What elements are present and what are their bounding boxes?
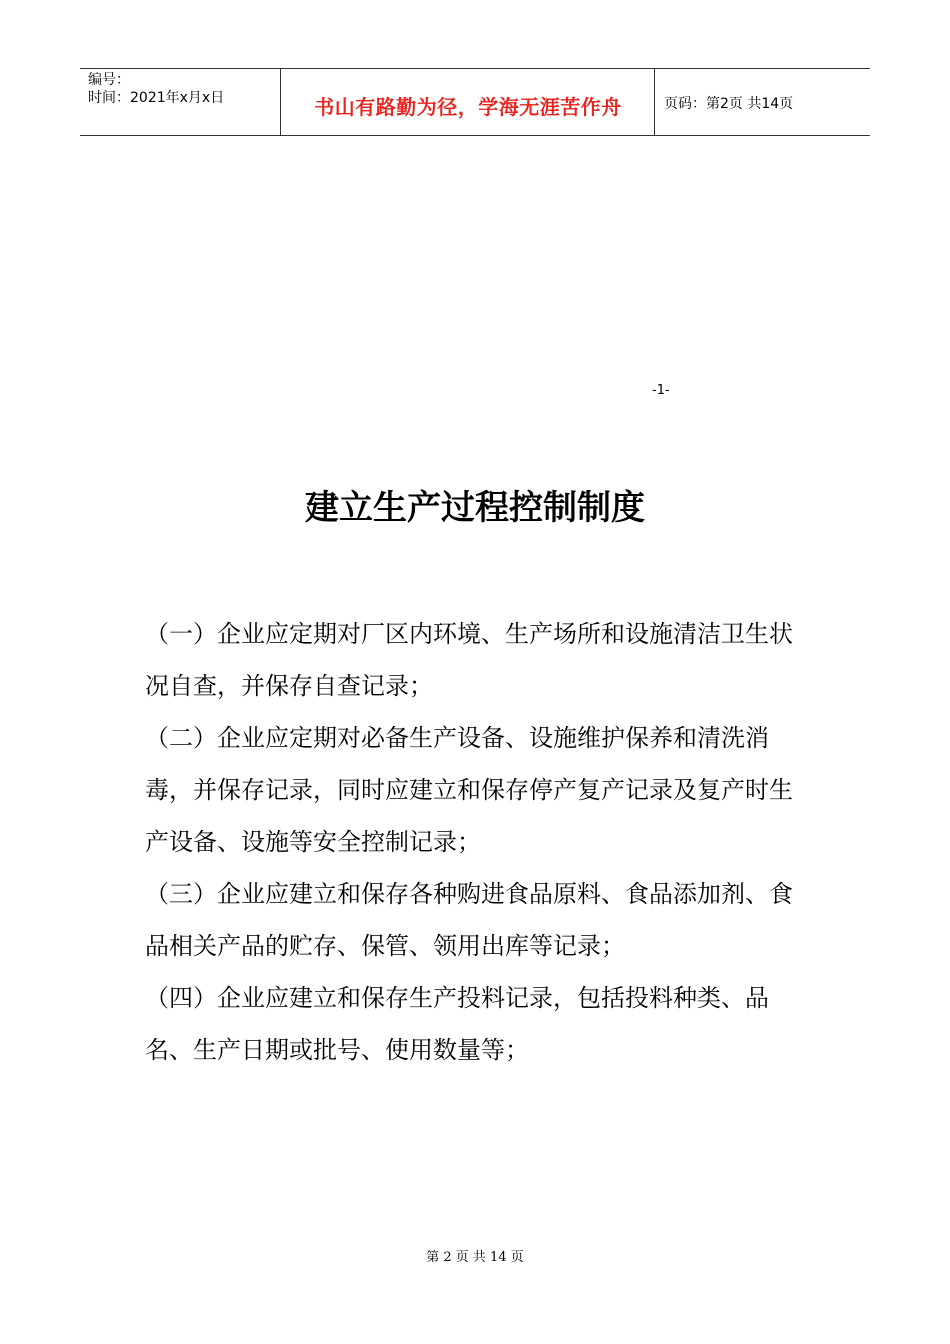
header-motto: 书山有路勤为径，学海无涯苦作舟 (314, 95, 622, 119)
document-title: 建立生产过程控制制度 (305, 488, 645, 528)
paragraph-4: （四）企业应建立和保存生产投料记录，包括投料种类、品名、生产日期或批号、使用数量等； (145, 984, 769, 1064)
paragraph-3: （三）企业应建立和保存各种购进食品原料、食品添加剂、食品相关产品的贮存、保管、领用出库等记录； (145, 880, 793, 960)
paragraph-2: （二）企业应定期对必备生产设备、设施维护保养和清洗消毒，并保存记录，同时应建立和保存停产复产记录及复产时生产设备、设施等安全控制记录； (145, 724, 793, 856)
header-date: 时间：2021年x月x日 (88, 90, 225, 106)
header-divider-left (280, 69, 281, 136)
page-marker: -1- (652, 383, 670, 398)
header-code-label: 编号： (88, 72, 130, 88)
header-meta (88, 71, 278, 107)
header-divider-right (654, 69, 655, 136)
page-footer: 第 2 页 共 14 页 (426, 1250, 524, 1265)
document-body (145, 608, 805, 1076)
header-page-info: 页码：第2页 共14页 (664, 96, 794, 112)
page-header (80, 68, 870, 136)
paragraph-1: （一）企业应定期对厂区内环境、生产场所和设施清洁卫生状况自查，并保存自查记录； (145, 620, 793, 700)
